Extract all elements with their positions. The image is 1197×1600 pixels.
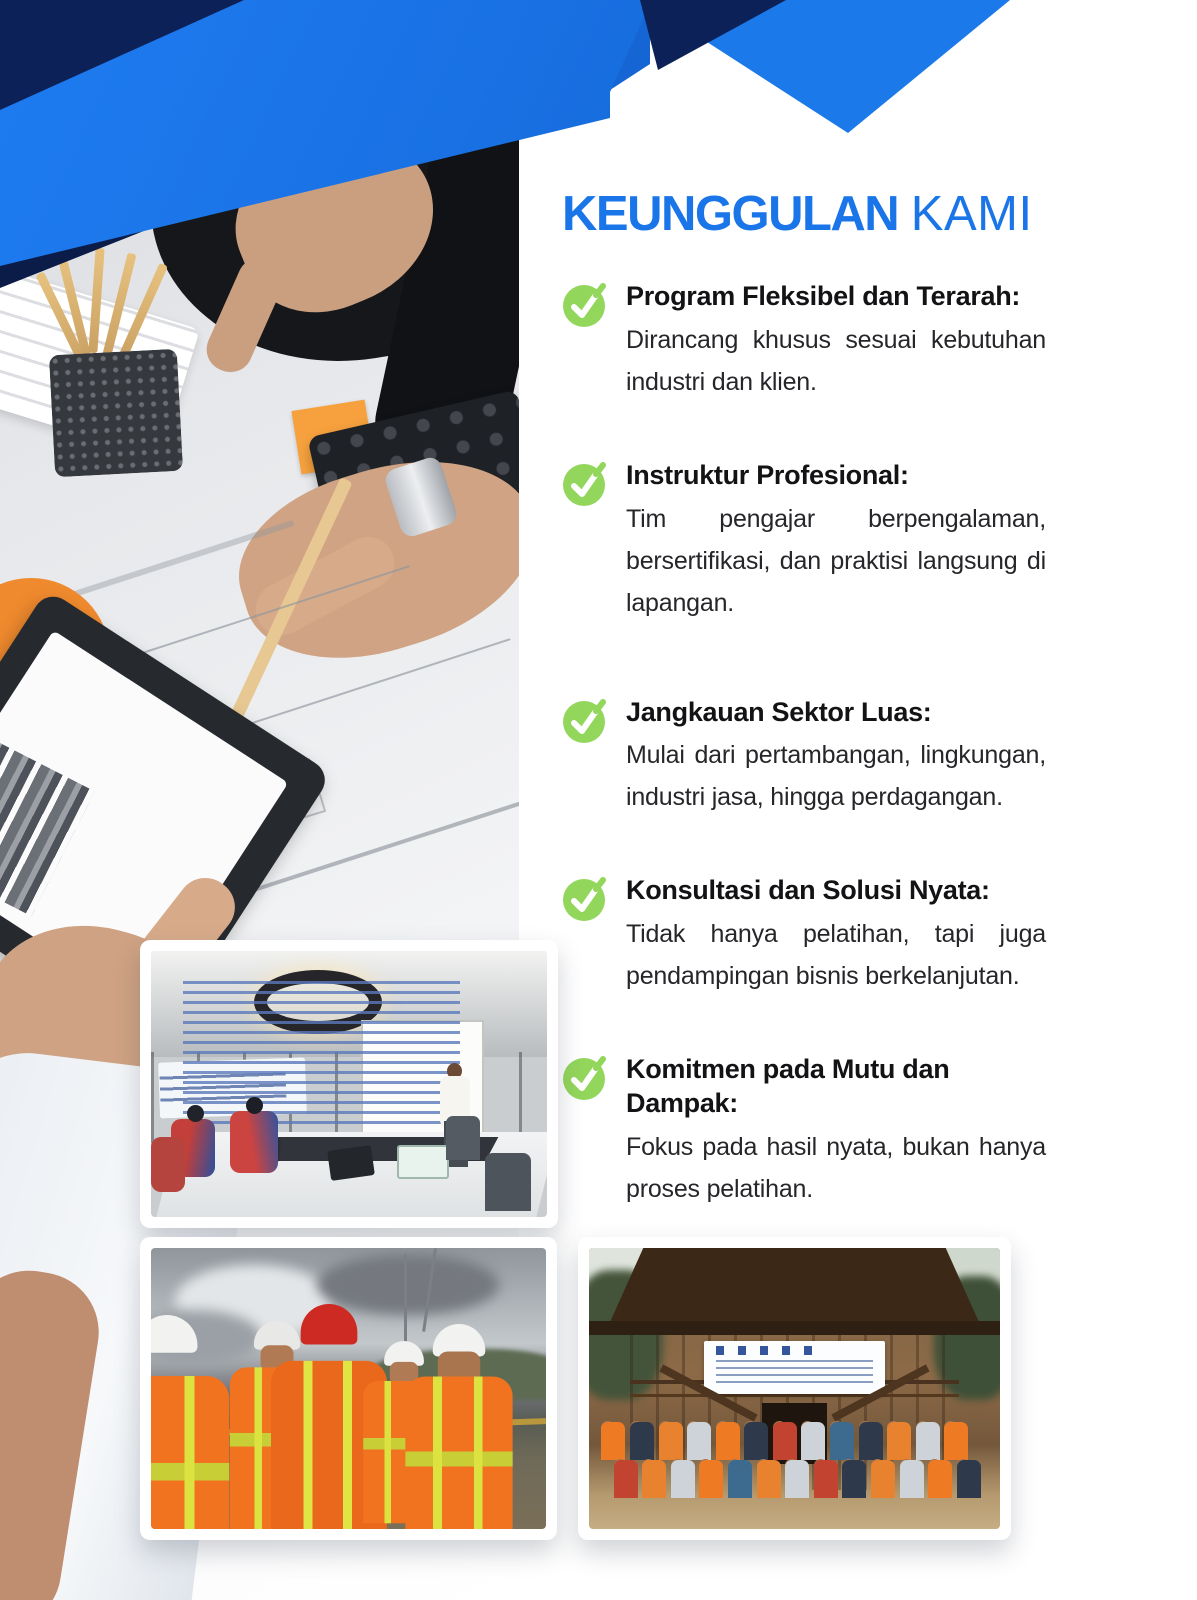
advantage-item <box>562 874 1046 997</box>
advantage-body: Dirancang khusus sesuai kebutuhan industri dan klien. <box>626 325 1046 396</box>
check-circle-icon <box>562 694 612 746</box>
advantages-section <box>562 186 1046 1210</box>
pencil-cup-shape <box>49 349 183 478</box>
group-photo-lodge <box>578 1237 1011 1540</box>
advantage-item <box>562 696 1046 819</box>
advantage-heading: Program Fleksibel dan Terarah: <box>626 281 1021 311</box>
field-workers-photo <box>140 1237 557 1540</box>
advantage-item <box>562 280 1046 403</box>
page-title <box>562 186 1046 242</box>
advantage-item <box>562 459 1046 624</box>
advantage-heading: Jangkauan Sektor Luas: <box>626 696 932 727</box>
page-title-secondary: KAMI <box>910 187 1033 241</box>
chair-shape <box>446 1116 480 1160</box>
chair-shape <box>485 1153 531 1211</box>
check-circle-icon <box>562 457 612 509</box>
advantage-body: Mulai dari pertambangan, lingkungan, industri jasa, hingga perdagangan. <box>626 741 1046 812</box>
advantage-body: Tim pengajar berpengalaman, bersertifikasi, dan praktisi langsung di lapangan. <box>626 504 1046 617</box>
group-crowd <box>601 1417 987 1518</box>
attendee-figure <box>151 1137 185 1192</box>
advantage-item <box>562 1053 1046 1210</box>
advantage-body: Tidak hanya pelatihan, tapi juga pendampingan bisnis berkelanjutan. <box>626 920 1046 990</box>
check-circle-icon <box>562 1051 612 1103</box>
advantage-heading: Komitmen pada Mutu dan Dampak: <box>626 1054 950 1118</box>
advantage-heading: Instruktur Profesional: <box>626 459 909 490</box>
advantage-body: Fokus pada hasil nyata, bukan hanya proses pelatihan. <box>626 1132 1046 1203</box>
laptop-shape <box>327 1145 375 1181</box>
training-session-photo <box>140 940 558 1228</box>
advantage-heading: Konsultasi dan Solusi Nyata: <box>626 875 990 906</box>
check-circle-icon <box>562 278 612 330</box>
attendee-figure <box>230 1111 278 1173</box>
page-title-primary: KEUNGGULAN <box>562 187 899 241</box>
check-circle-icon <box>562 872 612 924</box>
lodge-roof <box>605 1248 983 1332</box>
